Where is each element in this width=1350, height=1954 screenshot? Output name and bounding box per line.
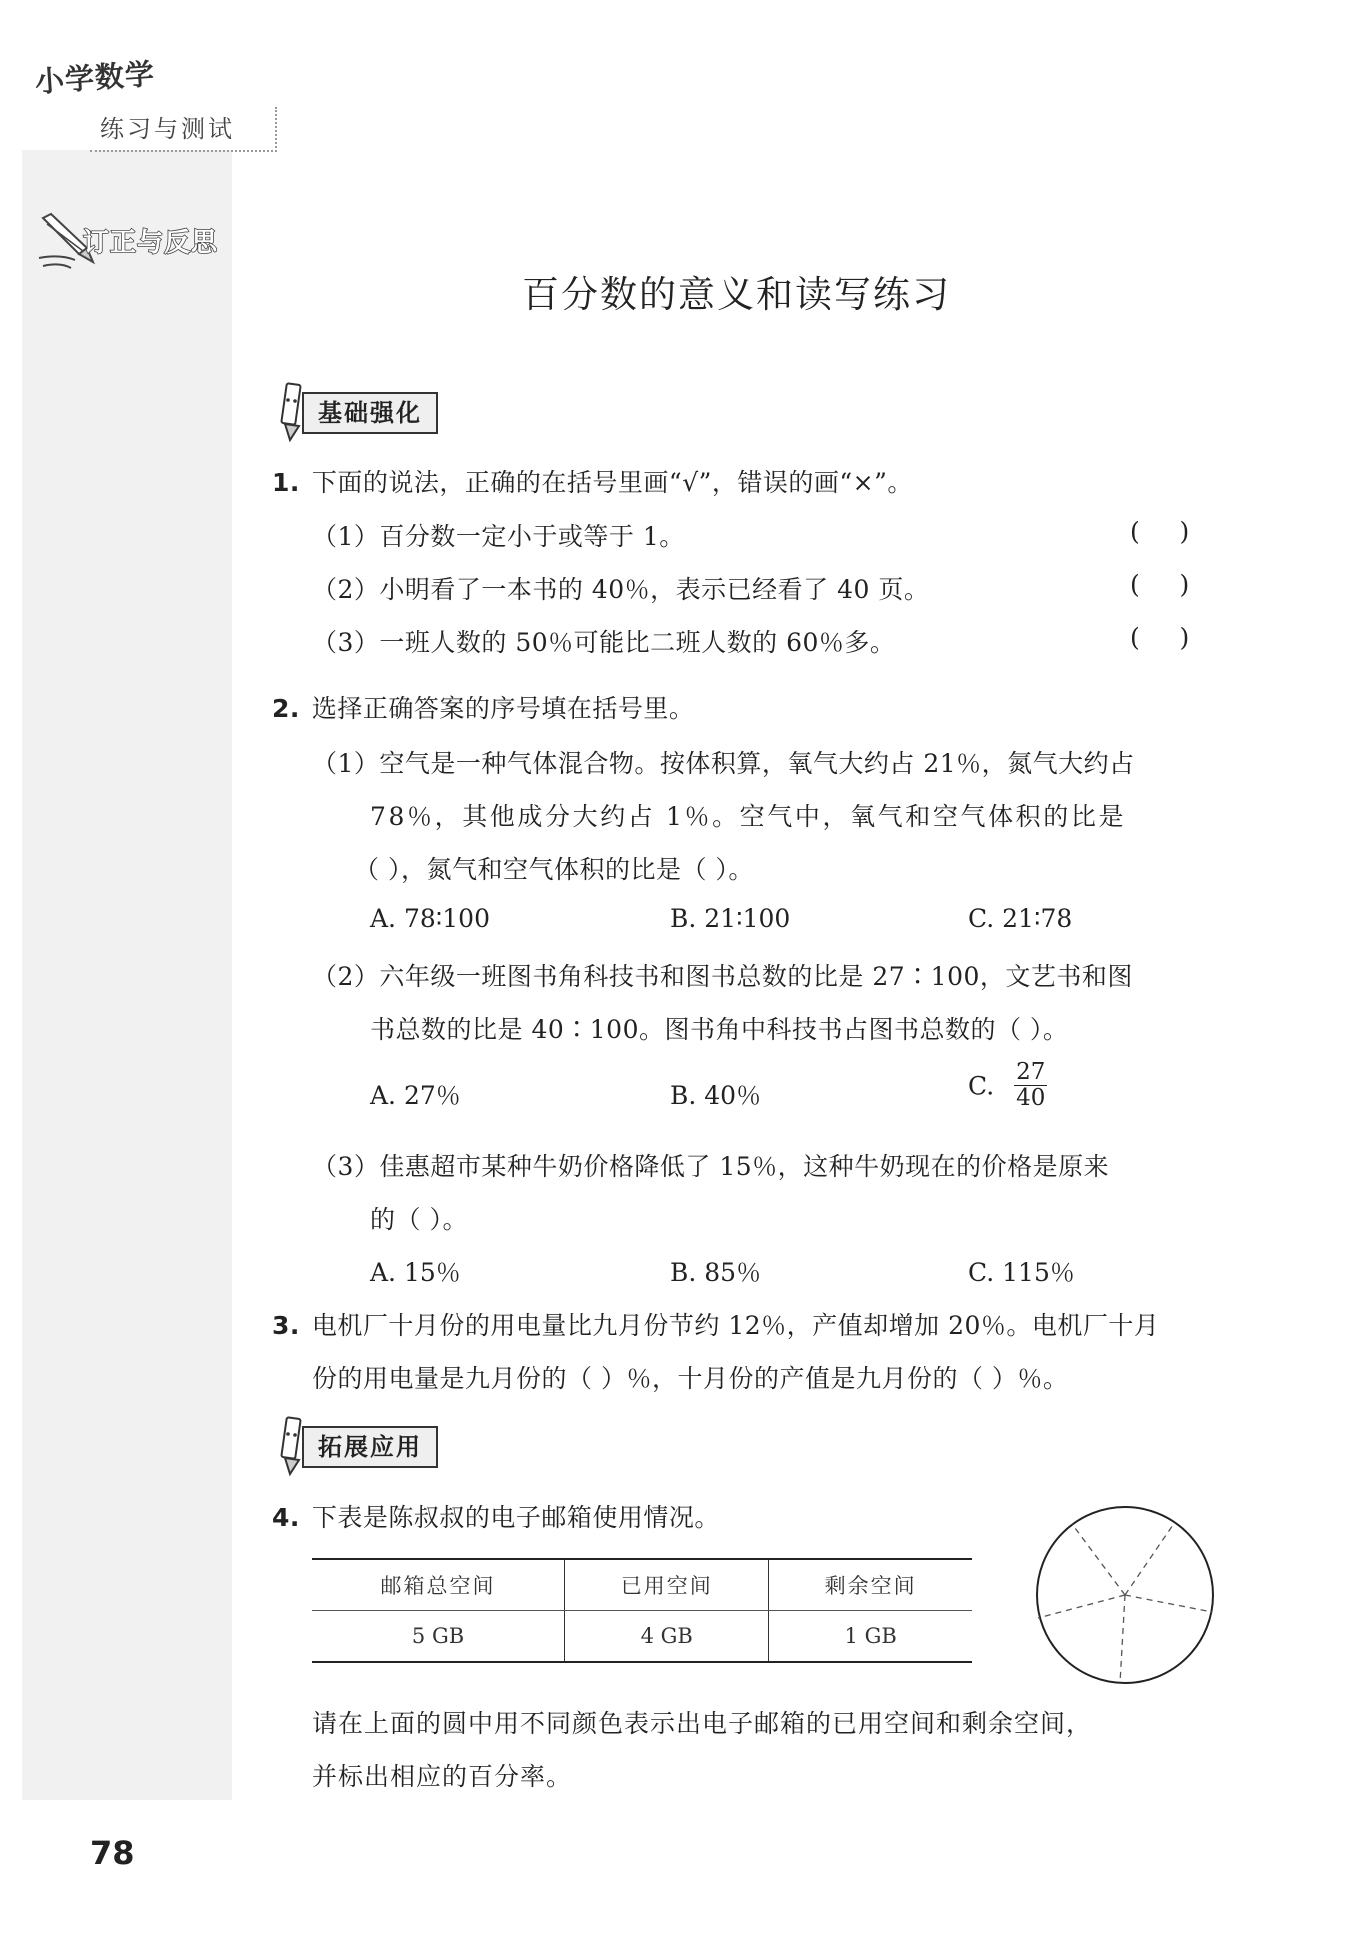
reflection-label: 订正与反思	[83, 228, 219, 258]
q2-p1-line: （1）空气是一种气体混合物。按体积算，氧气大约占 21％，氮气大约占	[312, 749, 1135, 778]
q2-p1-option-a[interactable]: A. 78∶100	[370, 904, 490, 933]
q2-p1-option-c[interactable]: C. 21∶78	[968, 904, 1073, 933]
series-header	[33, 56, 277, 152]
question-stem: 下面的说法，正确的在括号里画“√”，错误的画“×”。	[311, 468, 913, 497]
question-4	[272, 1498, 720, 1534]
question-1	[272, 463, 913, 499]
question-line: 份的用电量是九月份的（ ）％，十月份的产值是九月份的（ ）％。	[312, 1364, 1069, 1393]
column-header: 剩余空间	[769, 1559, 972, 1611]
correction-margin	[22, 150, 232, 1800]
q2-p2-option-c[interactable]	[968, 1060, 1047, 1112]
q2-p3-option-a[interactable]: A. 15％	[370, 1258, 461, 1287]
q2-p2-option-b[interactable]: B. 40％	[670, 1081, 762, 1110]
q1-item-1: （1）百分数一定小于或等于 1。	[312, 522, 685, 551]
table-row	[312, 1611, 972, 1663]
table-cell: 1 GB	[769, 1611, 972, 1663]
question-2	[272, 689, 694, 725]
q2-p2-line: 书总数的比是 40∶100。图书角中科技书占图书总数的（ ）。	[370, 1015, 1069, 1044]
q4-instruction-line: 请在上面的圆中用不同颜色表示出电子邮箱的已用空间和剩余空间，	[312, 1709, 1093, 1738]
question-number: 4.	[272, 1503, 300, 1532]
fraction-denominator: 40	[1016, 1085, 1046, 1112]
table-cell: 5 GB	[312, 1611, 565, 1663]
pie-circle-diagram[interactable]	[1030, 1500, 1220, 1690]
section-title: 拓展应用	[302, 1426, 438, 1468]
question-line: 电机厂十月份的用电量比九月份节约 12％，产值却增加 20％。电机厂十月	[311, 1311, 1160, 1340]
question-number: 3.	[272, 1311, 300, 1340]
table-cell: 4 GB	[565, 1611, 769, 1663]
q2-p1-option-b[interactable]: B. 21∶100	[670, 904, 791, 933]
question-stem: 选择正确答案的序号填在括号里。	[311, 694, 695, 723]
question-stem: 下表是陈叔叔的电子邮箱使用情况。	[311, 1503, 720, 1532]
q4-instruction-line: 并标出相应的百分率。	[312, 1762, 573, 1791]
section-title: 基础强化	[302, 392, 438, 434]
q2-p2-line: （2）六年级一班图书角科技书和图书总数的比是 27∶100，文艺书和图	[312, 962, 1133, 991]
page-number: 78	[90, 1834, 135, 1872]
page-title: 百分数的意义和读写练习	[522, 273, 951, 316]
answer-blank[interactable]: ( )	[1130, 623, 1190, 652]
question-number: 1.	[272, 468, 300, 497]
fraction	[1014, 1060, 1047, 1112]
q2-p3-option-c[interactable]: C. 115％	[968, 1258, 1075, 1287]
table-header-row	[312, 1559, 972, 1611]
answer-blank[interactable]: ( )	[1130, 517, 1190, 546]
q1-item-2: （2）小明看了一本书的 40％，表示已经看了 40 页。	[312, 575, 930, 604]
column-header: 已用空间	[565, 1559, 769, 1611]
q2-p3-line: 的（ ）。	[370, 1205, 468, 1234]
column-header: 邮箱总空间	[312, 1559, 565, 1611]
series-subtitle: 练习与测试	[90, 107, 277, 152]
q2-p3-line: （3）佳惠超市某种牛奶价格降低了 15％，这种牛奶现在的价格是原来	[312, 1152, 1110, 1181]
q2-p3-option-b[interactable]: B. 85％	[670, 1258, 762, 1287]
q1-item-3: （3）一班人数的 50％可能比二班人数的 60％多。	[312, 628, 896, 657]
answer-blank[interactable]: ( )	[1130, 570, 1190, 599]
reflection-header	[35, 210, 245, 280]
question-number: 2.	[272, 694, 300, 723]
fraction-numerator: 27	[1016, 1059, 1046, 1085]
option-letter: C.	[968, 1071, 995, 1101]
q2-p1-line: （ ），氮气和空气体积的比是（ ）。	[354, 855, 754, 884]
series-title: 小学数学	[33, 56, 157, 99]
q2-p1-line: 78％，其他成分大约占 1％。空气中，氧气和空气体积的比是	[370, 802, 1127, 831]
mailbox-usage-table	[312, 1558, 972, 1663]
question-3	[272, 1306, 1159, 1342]
q2-p2-option-a[interactable]: A. 27％	[370, 1081, 461, 1110]
